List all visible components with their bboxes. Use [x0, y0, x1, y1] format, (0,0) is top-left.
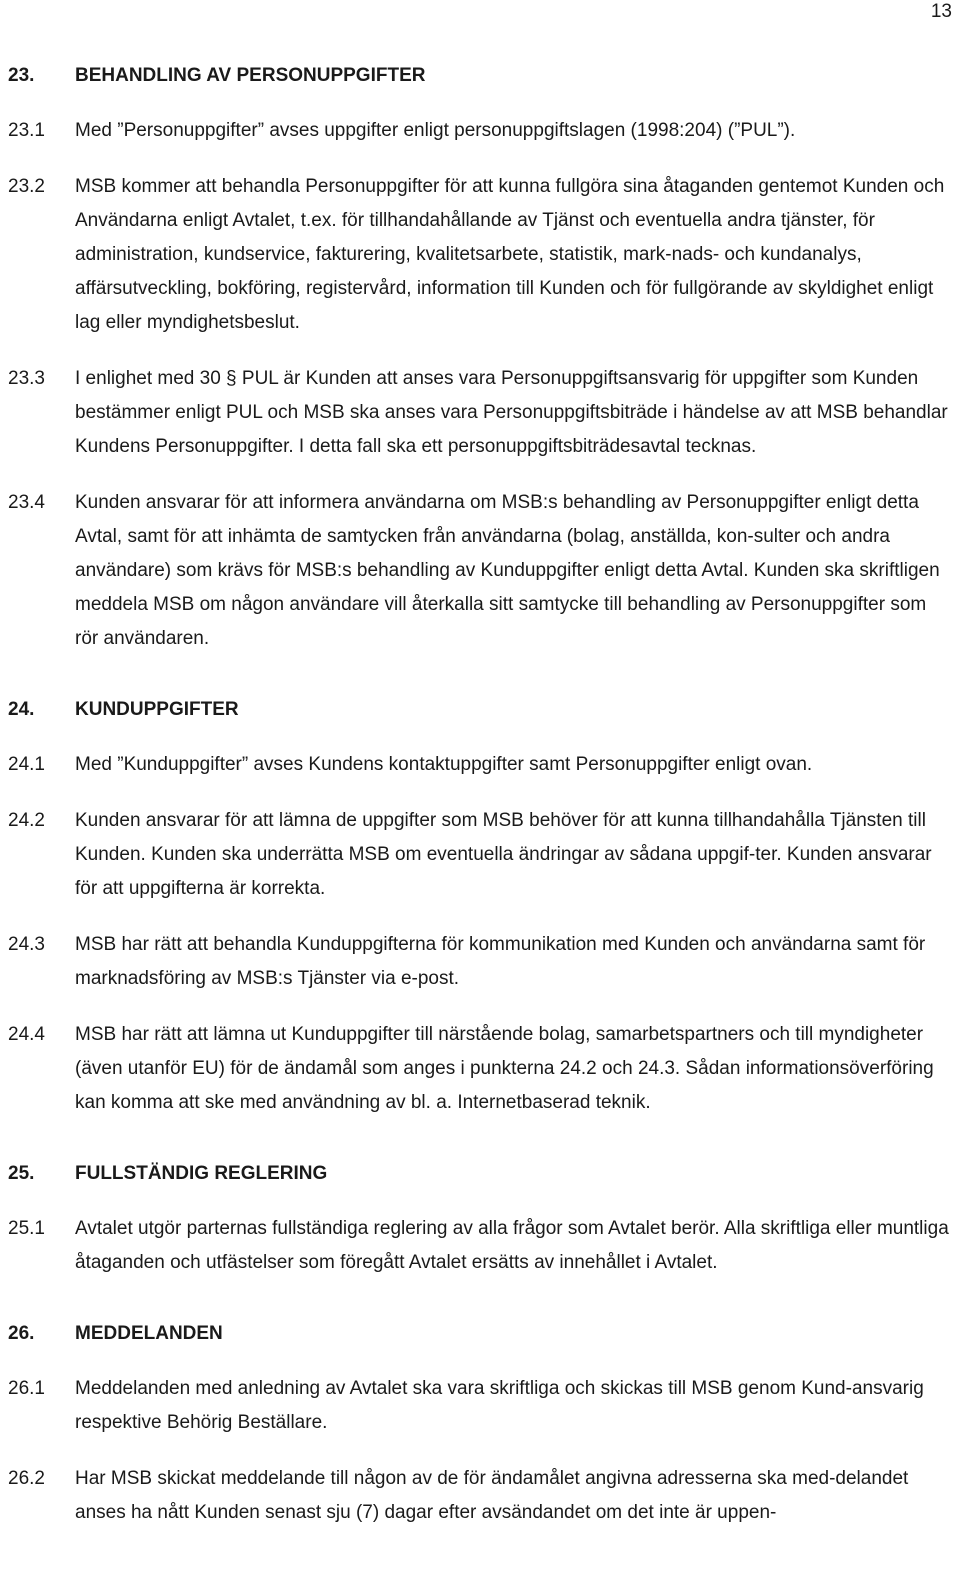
document-body — [8, 60, 954, 1530]
clause-text: Kunden ansvarar för att lämna de uppgifter som MSB behöver för att kunna tillhandahålla Tjänsten till Kunden. Kunden ska underrätta MSB om eventuella ändringar av sådana uppgif-ter. Kunden ansvarar för att uppgifterna är korrekta. — [75, 810, 932, 899]
clause-number: 26.1 — [8, 1378, 45, 1399]
clause-text: Har MSB skickat meddelande till någon av de för ändamålet angivna adresserna ska med-delandet anses ha nått Kunden senast sju (7) dagar efter avsändandet om det inte är uppen- — [75, 1468, 909, 1523]
clause-number: 24.4 — [8, 1024, 45, 1045]
clause — [8, 804, 954, 906]
clause-number: 23.1 — [8, 120, 45, 141]
section-title: KUNDUPPGIFTER — [75, 699, 239, 720]
clause — [8, 170, 954, 340]
section-title: BEHANDLING AV PERSONUPPGIFTER — [75, 65, 426, 86]
clause-text: Avtalet utgör parternas fullständiga reglering av alla frågor som Avtalet berör. Alla skriftliga eller muntliga åtaganden och utfästelser som föregått Avtalet ersätts av innehållet i Avtalet. — [75, 1218, 949, 1273]
clause — [8, 748, 954, 782]
clause — [8, 362, 954, 464]
clause-text: Kunden ansvarar för att informera användarna om MSB:s behandling av Personuppgifter enligt detta Avtal, samt för att inhämta de samtycken från användarna (bolag, anställda, kon-sulter och andra användare) som krävs för MSB:s behandling av Kunduppgifter enligt detta Avtal. Kunden ska skriftligen meddela MSB om någon användare vill återkalla sitt samtycke till behandling av Personuppgifter som rör användaren. — [75, 492, 940, 649]
clause-number: 24.3 — [8, 934, 45, 955]
clause-text: MSB har rätt att behandla Kunduppgifterna för kommunikation med Kunden och användarna samt för marknadsföring av MSB:s Tjänster via e-post. — [75, 934, 926, 989]
section-title: MEDDELANDEN — [75, 1323, 223, 1344]
section-heading — [8, 694, 954, 726]
clause-text: Med ”Personuppgifter” avses uppgifter enligt personuppgiftslagen (1998:204) (”PUL”). — [75, 120, 796, 141]
section-number: 25. — [8, 1163, 35, 1184]
page-number: 13 — [930, 1, 952, 22]
clause-number: 23.4 — [8, 492, 45, 513]
clause-text: Med ”Kunduppgifter” avses Kundens kontaktuppgifter samt Personuppgifter enligt ovan. — [75, 754, 813, 775]
clause-text: MSB har rätt att lämna ut Kunduppgifter till närstående bolag, samarbetspartners och till myndigheter (även utanför EU) för de ändamål som anges i punkterna 24.2 och 24.3. Sådan informationsöverföring kan komma att ske med användning av bl. a. Internetbaserad teknik. — [75, 1024, 934, 1113]
clause — [8, 1372, 954, 1440]
clause — [8, 1212, 954, 1280]
clause-number: 24.2 — [8, 810, 45, 831]
clause-number: 25.1 — [8, 1218, 45, 1239]
section-heading — [8, 1158, 954, 1190]
section-number: 23. — [8, 65, 35, 86]
clause-number: 23.3 — [8, 368, 45, 389]
section-number: 26. — [8, 1323, 35, 1344]
section-heading — [8, 60, 954, 92]
clause — [8, 1018, 954, 1120]
clause — [8, 486, 954, 656]
clause — [8, 928, 954, 996]
section-number: 24. — [8, 699, 35, 720]
clause-number: 26.2 — [8, 1468, 45, 1489]
clause-text: Meddelanden med anledning av Avtalet ska vara skriftliga och skickas till MSB genom Kund-ansvarig respektive Behörig Beställare. — [75, 1378, 924, 1433]
clause-number: 24.1 — [8, 754, 45, 775]
clause — [8, 1462, 954, 1530]
clause — [8, 114, 954, 148]
section-title: FULLSTÄNDIG REGLERING — [75, 1163, 328, 1184]
clause-text: MSB kommer att behandla Personuppgifter för att kunna fullgöra sina åtaganden gentemot Kunden och Användarna enligt Avtalet, t.ex. för tillhandahållande av Tjänst och eventuella andra tjänster, för administration, kundservice, fakturering, kvalitetsarbete, statistik, mark-nads- och kundanalys, affärsutveckling, bokföring, registervård, information till Kunden och för fullgörande av skyldighet enligt lag eller myndighetsbeslut. — [75, 176, 945, 333]
clause-number: 23.2 — [8, 176, 45, 197]
section-heading — [8, 1318, 954, 1350]
clause-text: I enlighet med 30 § PUL är Kunden att anses vara Personuppgiftsansvarig för uppgifter som Kunden bestämmer enligt PUL och MSB ska anses vara Personuppgiftsbiträde i händelse av att MSB behandlar Kundens Personuppgifter. I detta fall ska ett personuppgiftsbiträdesavtal tecknas. — [75, 368, 948, 457]
